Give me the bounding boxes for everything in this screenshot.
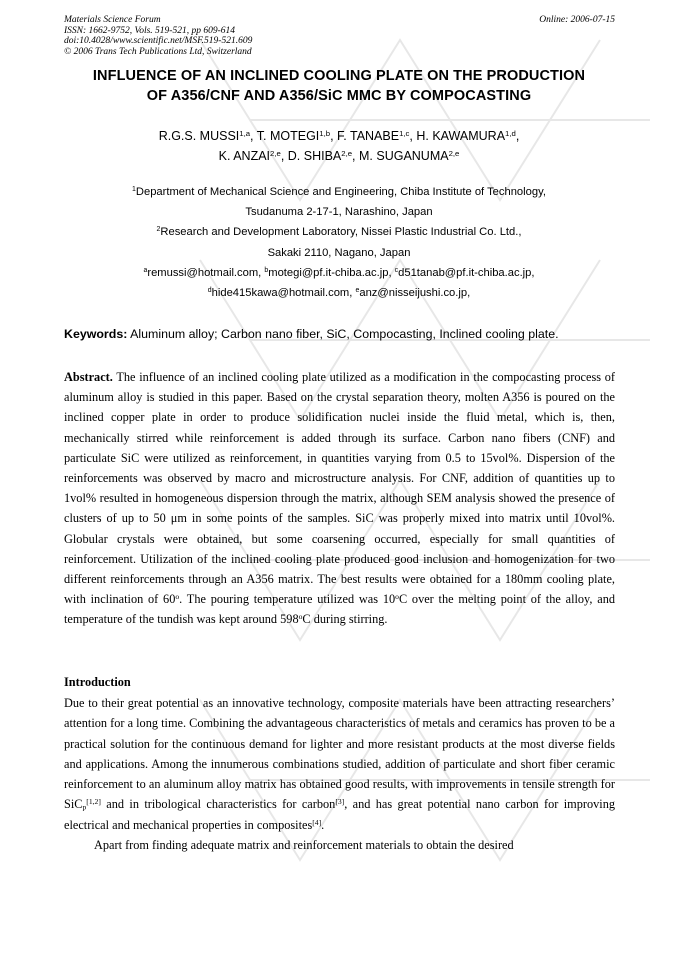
- title-line-1: INFLUENCE OF AN INCLINED COOLING PLATE ON THE PRODUCTION: [92, 68, 586, 84]
- introduction-body: [64, 693, 615, 855]
- affil-text: Research and Development Laboratory, Nissei Plastic Industrial Co. Ltd.,: [160, 226, 522, 239]
- citation-ref: [4]: [312, 817, 322, 827]
- title-line-2: OF A356/CNF AND A356/SiC MMC BY COMPOCASTING: [146, 88, 532, 104]
- subscript: p: [82, 803, 87, 812]
- author-affil-sup: 1,a: [239, 128, 251, 138]
- author-line-1: R.G.S. MUSSI$^{1,a}$, T. MOTEGI$^{1,b}$, F. TANABE$^{1,c}$, H. KAWAMURA$^{1,d}$,: [158, 128, 520, 143]
- abstract-paragraph: [64, 367, 615, 630]
- author-affil-sup: 2,e: [270, 148, 281, 158]
- affil-marker: 2: [156, 226, 161, 234]
- copyright-line: © 2006 Trans Tech Publications Ltd, Switzerland: [64, 46, 252, 57]
- keywords-text: Aluminum alloy; Carbon nano fiber, SiC, Compocasting, Inclined cooling plate.: [130, 327, 559, 341]
- author-name: M. SUGANUMA: [359, 149, 449, 163]
- introduction-heading: Introduction: [64, 675, 131, 689]
- abstract-text: . The pouring temperature utilized was 10: [179, 592, 396, 607]
- author-affil-sup: 1,d: [505, 128, 516, 138]
- citation-ref: [1,2]: [86, 797, 101, 807]
- intro-paragraph-2: Apart from finding adequate matrix and reinforcement materials to obtain the desired: [94, 838, 514, 853]
- affiliation-2-line-2: Sakaki 2110, Nagano, Japan: [267, 246, 411, 259]
- abstract-text: C over the melting point of the alloy, and temperature of the tundish was kept around 598: [64, 592, 616, 627]
- intro-text: and in tribological characteristics for carbon: [106, 797, 336, 812]
- email-address: remussi@hotmail.com: [147, 266, 259, 279]
- abstract-text: in some points of the samples. SiC was properly mixed into matrix until 10vol%. Globular crystals were obtained, but some coarsening occurred, especially for small quantities of reinforcement. Utilization of the inclined cooling plate produced good inclusion and homogenization for two different reinforcements through an A356 matrix. The best results were obtained for a 180mm cooling plate, with inclination of 60: [64, 511, 616, 607]
- affiliation-2-line-1: [40, 222, 638, 242]
- email-line-2: $^d$hide415kawa@hotmail.com, $^e$anz@nisseijushi.co.jp,: [207, 287, 471, 300]
- journal-header: [64, 15, 615, 57]
- abstract-label: Abstract.: [64, 370, 113, 384]
- abstract-text: C during stirring.: [302, 612, 388, 627]
- author-affil-sup: 1,b: [319, 128, 331, 138]
- email-address: motegi@pf.it-chiba.ac.jp: [268, 266, 389, 279]
- email-marker: d: [207, 287, 212, 295]
- paper-title: [40, 66, 638, 106]
- affil-text: Department of Mechanical Science and Engineering, Chiba Institute of Technology,: [135, 186, 546, 198]
- email-address: d51tanab@pf.it-chiba.ac.jp: [398, 266, 532, 279]
- email-marker: e: [355, 287, 360, 295]
- author-name: H. KAWAMURA: [416, 129, 506, 143]
- author-name: T. MOTEGI: [256, 129, 320, 143]
- abstract-text: The influence of an inclined cooling plate utilized as a modification in the compocasting process of aluminum alloy is studied in this paper. Based on the crystal separation theory, molten A356 is poured on the inclined copper plate in order to produce solidification nuclei inside the fluid metal, which is, then, mechanically stirred while reinforcement is added through its surface. Carbon nano fibers (CNF) and particulate SiC were utilized as reinforcement, in quantities varying from 0.5 to 15vol%. Dispersion of the reinforcements was observed by macro and microstructure analysis. For CNF, addition of quantities up to 1vol% resulted in homogeneous dispersion through the matrix, although SEM analysis showed the presence of clusters of up to 50: [64, 370, 615, 526]
- intro-text: Due to their great potential as an innovative technology, composite materials have been attracting researchers’ attention for a long time. Combining the advantageous characteristics of metals and ceramics has proven to be a practical solution for the continuous demand for lighter and more resistant products at the most diverse fields and applications. Among the innumerous combinations studied, addition of particulate and short fiber ceramic reinforcement to an aluminum alloy matrix has obtained good results, with improvements in tensile strength for SiC: [64, 696, 615, 812]
- abstract-unit: μm: [170, 511, 187, 526]
- intro-paragraph-1: [64, 693, 615, 835]
- affiliation-1-line-1: [40, 182, 638, 202]
- intro-text: , and has great potential nano carbon for improving electrical and mechanical properties in composites: [64, 797, 616, 832]
- email-marker: b: [264, 267, 269, 274]
- author-name: R.G.S. MUSSI: [158, 129, 240, 143]
- keywords-label: Keywords:: [64, 327, 128, 341]
- degree-mark: o: [175, 592, 180, 602]
- intro-text: .: [321, 817, 325, 832]
- author-affil-sup: 2,e: [448, 148, 460, 158]
- email-address: anz@nisseijushi.co.jp: [359, 287, 468, 300]
- affil-marker: 1: [132, 186, 136, 194]
- issn-line: ISSN: 1662-9752, Vols. 519-521, pp 609-614: [64, 25, 235, 36]
- email-address: hide415kawa@hotmail.com: [211, 287, 350, 300]
- online-date: Online: 2006-07-15: [539, 15, 615, 25]
- doi-line: doi:10.4028/www.scientific.net/MSF.519-521.609: [64, 36, 253, 46]
- author-affil-sup: 1,c: [399, 128, 410, 138]
- author-name: F. TANABE: [337, 129, 400, 143]
- email-marker: c: [394, 267, 399, 274]
- author-list: [40, 126, 638, 166]
- journal-name: Materials Science Forum: [64, 15, 161, 25]
- citation-ref: [3]: [335, 797, 345, 807]
- author-name: K. ANZAI: [218, 149, 271, 163]
- affiliation-1-line-2: Tsudanuma 2-17-1, Narashino, Japan: [245, 206, 433, 219]
- email-line-1: $^a$remussi@hotmail.com, $^b$motegi@pf.it-chiba.ac.jp, $^c$d51tanab@pf.it-chiba.ac.jp,: [143, 266, 535, 279]
- affiliations: [40, 182, 638, 303]
- author-affil-sup: 2,e: [341, 148, 353, 158]
- author-line-2: K. ANZAI$^{2,e}$, D. SHIBA$^{2,e}$, M. SUGANUMA$^{2,e}$: [218, 148, 460, 163]
- degree-mark: o: [298, 612, 303, 622]
- author-name: D. SHIBA: [287, 149, 342, 163]
- email-marker: a: [143, 267, 148, 274]
- degree-mark: o: [395, 592, 399, 602]
- keywords-line: [64, 326, 624, 342]
